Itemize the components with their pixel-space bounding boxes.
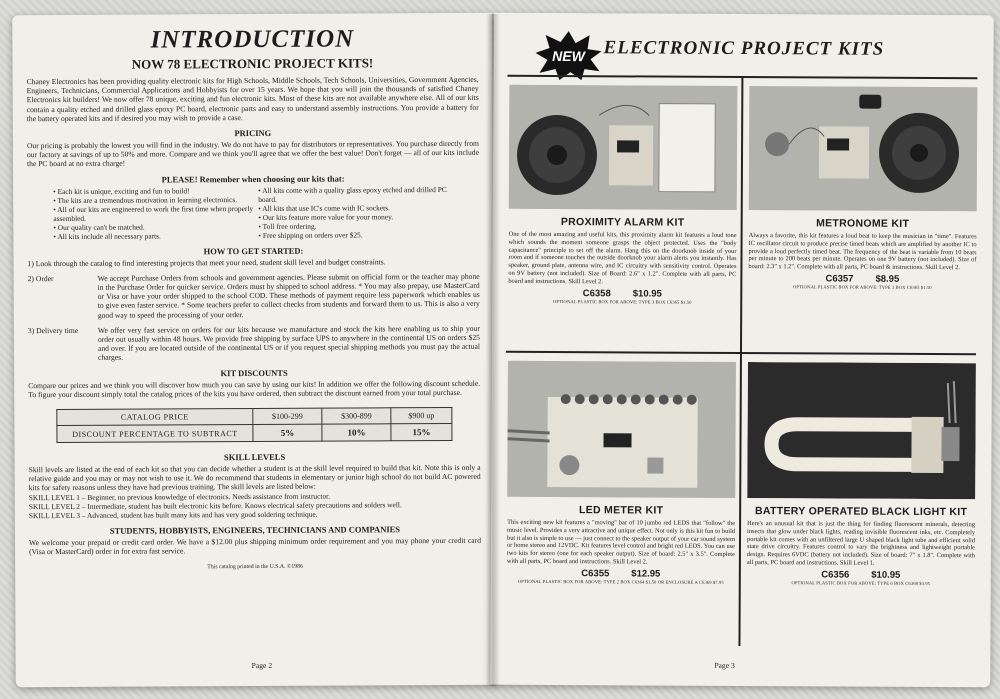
kit-name: PROXIMITY ALARM KIT <box>560 216 685 229</box>
kit-optional-box: OPTIONAL PLASTIC BOX FOR ABOVE: TYPE 3 BOX C6365 $1.50 <box>792 284 932 290</box>
students-heading: STUDENTS, HOBBYISTS, ENGINEERS, TECHNICIANS AND COMPANIES <box>109 524 401 537</box>
kit-code: C6358 <box>582 287 611 299</box>
step-3 <box>28 324 480 363</box>
book-gutter <box>486 14 500 686</box>
table-cell: DISCOUNT PERCENTAGE TO SUBTRACT <box>57 425 253 443</box>
step-2 <box>28 272 480 320</box>
discount-table <box>56 407 452 443</box>
bullet-item: • All of our kits are engineered to work the first time when properly assembled. <box>53 204 258 223</box>
step-label: 2) Order <box>27 273 54 284</box>
page-number-right: Page 3 <box>714 660 735 670</box>
skill-heading: SKILL LEVELS <box>223 451 286 463</box>
metronome-illustration <box>749 86 978 211</box>
intro-text: Chaney Electronics has been providing quality electronic kits for High Schools, Middle Schools, Tech Schools, Universities, Government Agencies, Engineers, Technicians, Commercial Applications and Hobbyists for over 15 years. We hope that you will join the thousands of satisfied Chaney Electronics kit builders! We now offer 78 unique, exciting and fun electronic kits. Most of these kits are not available anywhere else. All of our kits contain a quality etched and drilled glass epoxy PC board, electronic parts and easy to understand assembly instructions. You provide a battery for the battery operated kits and if desired you may wish to provide a case. <box>26 74 479 123</box>
kit-price: $10.95 <box>632 288 662 300</box>
kit-card-proximity-alarm <box>508 85 737 305</box>
table-cell: $300-899 <box>322 408 391 424</box>
catalog-page-right <box>490 13 994 688</box>
bullet-item: • All kits come with a quality glass epoxy etched and drilled PC board. <box>258 185 463 204</box>
proximity-alarm-illustration <box>509 85 738 210</box>
skill-levels <box>15 490 495 520</box>
intro-subtitle: NOW 78 ELECTRONIC PROJECT KITS! <box>131 55 374 72</box>
new-starburst-badge <box>533 29 603 81</box>
kit-code: C6356 <box>821 569 850 581</box>
kit-photo <box>509 85 738 210</box>
kit-optional-box: OPTIONAL PLASTIC BOX FOR ABOVE: TYPE 2 BOX C6364 $1.50 OR ENCLOSURE A C6369 $7.95 <box>517 578 724 585</box>
bullets-left <box>53 186 258 241</box>
kit-price: $8.95 <box>875 273 900 285</box>
kit-optional-box: OPTIONAL PLASTIC BOX FOR ABOVE: TYPE 3 BOX C6365 $1.50 <box>552 298 692 305</box>
kit-photo <box>747 362 976 499</box>
page-number-left: Page 2 <box>251 660 273 671</box>
howto-steps <box>14 256 495 363</box>
intro-title: INTRODUCTION <box>150 25 355 54</box>
bullet-item: • Free shipping on orders over $25. <box>258 230 463 240</box>
kit-description: Always a favorite, this kit features a loud beat to keep the musician in "time". Features IC oscillator circuit to produce precise timed beats which are amplified by another IC to provide a loud perfectly timed beat. The frequency of the beat is variable from 10 beats per minute to 200 beats per minute. Operates on one 9V battery (not included). Size of board: 2.3" x 1.2". Complete with all parts, PC board & instructions. Skill Level 2. <box>748 232 977 272</box>
catalog-title: ELECTRONIC PROJECT KITS <box>603 37 885 60</box>
feature-bullets <box>13 184 493 241</box>
kit-description: Here's an unusual kit that is just the thing for finding fluorescent minerals, detecting insects that glow under black lights, reading invisible fluorescent inks, etc. Completely portable kit comes with an unfiltered large U shaped black light tube and efficient solid state drive circuitry. Features control to vary the brightness and lightweight portable design. Requires 6VDC (battery not included). Size of board: 7" x 1.8". Complete with all parts, PC board and instructions. Skill Level 1. <box>746 520 976 567</box>
pricing-text: Our pricing is probably the lowest you will find in the industry. We do not have to pay for distributors or representatives. You purchase directly from our factory at savings of up to 50% and more. Compare and we think you'll agree that we offer the best value! Don't forget — all of our kits include the PC board at no extra charge! <box>26 138 479 169</box>
discounts-text: Compare our prices and we think you will discover how much you can save by using our kits! In addition we offer the following discount schedule. To figure your discount simply total the catalog prices of the kits you have ordered, then subtract the discount earned from your total purchase. <box>28 378 481 400</box>
skill-level: SKILL LEVEL 2 – Intermediate, student has built electronic kits before. Knows electrical safety precautions and solders well. <box>28 500 402 512</box>
table-cell: CATALOG PRICE <box>57 409 253 426</box>
table-cell: $100-299 <box>253 408 322 424</box>
kit-photo <box>749 86 978 211</box>
black-light-illustration <box>747 362 976 499</box>
discounts-heading: KIT DISCOUNTS <box>220 367 288 378</box>
skill-level: SKILL LEVEL 3 – Advanced, student has built many kits and has very good soldering technique. <box>28 509 318 521</box>
kit-photo <box>507 361 736 498</box>
bullet-item: • Our quality can't be matched. <box>53 222 258 232</box>
catalog-page-left <box>12 13 496 688</box>
kit-price: $12.95 <box>631 568 661 580</box>
step-text: We accept Purchase Orders from schools and government agencies. Please submit on official form or the teacher may phone in the Purchase Order for quicker service. Orders must by shipped to school address. * You may also prepay, use MasterCard or Visa or have your order shipped to the school COD. These methods of payment require less paperwork which enables us to give even faster service. * Some teachers prefer to collect checks from students and forward them to us. This is also a very good way to speed the processing of your order. <box>97 271 480 320</box>
kit-code: C6355 <box>581 567 610 580</box>
skill-text: Skill levels are listed at the end of each kit so that you can decide whether a student is at the skill level required to build that kit. Note this is only a relative guide and you may or may not wish to use it. We do recommend that students in elementary or junior high school do not build AC powered kits for safety reasons unless they have had previous training. The skill levels are listed below: <box>28 462 481 493</box>
table-cell: 5% <box>253 424 322 441</box>
kit-card-black-light <box>747 362 976 586</box>
kit-description: One of the most amazing and useful kits, this proximity alarm kit features a loud tone which sounds the moment someone grasps the object protected. Uses the "body capacitance" principle to set off the alarm. Hang this on the doorknob inside of your room and if someone touches the outside doorknob your alarm alerts you instantly. Has speaker, ground plate, antenna wire, and IC circuitry with sensitivity control. Operates on 9V battery (not included). Size of Board: 2.6" x 1.2". Complete with all parts, PC board and instructions. Skill Level 2. <box>508 230 737 286</box>
bullet-item: • Our kits feature more value for your money. <box>258 212 463 222</box>
started-heading: HOW TO GET STARTED: <box>203 245 304 256</box>
bullet-item: • The kits are a tremendous motivation in learning electronics. <box>53 195 258 205</box>
bullet-item: • All kits that use IC's come with IC sockets. <box>258 203 463 213</box>
kit-optional-box: OPTIONAL PLASTIC BOX FOR ABOVE: TYPE 6 BOX C6368 $3.95 <box>791 580 931 586</box>
bullet-item: • Toll free ordering. <box>258 221 463 231</box>
kit-name: LED METER KIT <box>578 504 664 517</box>
pricing-heading: PRICING <box>234 127 272 139</box>
step-1: 1) Look through the catalog to find interesting projects that meet your need, student skill level and budget constraints. <box>27 256 386 268</box>
remember-heading: PLEASE! Remember when choosing our kits that: <box>161 173 345 185</box>
bullet-item: • Each kit is unique, exciting and fun to build! <box>53 186 258 196</box>
led-meter-illustration <box>507 361 736 498</box>
table-cell: 10% <box>322 424 391 441</box>
table-cell: 15% <box>391 424 452 441</box>
skill-level: SKILL LEVEL 1 – Beginner, no previous knowledge of electronics. Needs assistance from instructor. <box>28 491 331 502</box>
table-cell: $900 up <box>391 408 452 424</box>
print-footnote: This catalog printed in the U.S.A. ©1986 <box>207 563 303 570</box>
kit-code: C6357 <box>825 273 854 285</box>
new-badge-text: NEW <box>552 48 585 65</box>
kit-card-led-meter <box>507 361 736 585</box>
kit-card-metronome <box>748 86 977 290</box>
kit-name: METRONOME KIT <box>816 217 910 230</box>
bullets-right <box>258 185 463 240</box>
kit-name: BATTERY OPERATED BLACK LIGHT KIT <box>755 505 968 519</box>
bullet-item: • All kits include all necessary parts. <box>53 231 258 241</box>
step-text: We offer very fast service on orders for our kits because we manufacture and stock the kits here enabling us to ship your order out usually within 48 hours. We provide free shipping by surface UPS to anywhere in the continental US on orders $25 and over. If you are located outside of the continental US or if you request special shipping methods you must pay the actual charges. <box>97 323 481 363</box>
step-label: 3) Delivery time <box>27 325 79 336</box>
kit-description: This exciting new kit features a "moving" bar of 10 jumbo red LEDS that "follow" the music level. Provides a very attractive and unique effect. Not only is this kit fun to build but it also is simple to use — just connect to the speaker output of your car sound system or home stereo and 12VDC. Kit features level control and bright red LEDS. You can use two kits for stereo (one for each speaker output). Size of board: 2.5" x 3.5". Complete with all parts, PC board and instructions. Skill Level 2. <box>506 518 736 566</box>
table-row <box>57 424 452 443</box>
kit-price: $10.95 <box>871 569 901 581</box>
students-text: We welcome your prepaid or credit card order. We have a $12.00 plus shipping minimum order requirement and you may phone your credit card (Visa or MasterCard) order in for extra fast service. <box>28 536 482 557</box>
